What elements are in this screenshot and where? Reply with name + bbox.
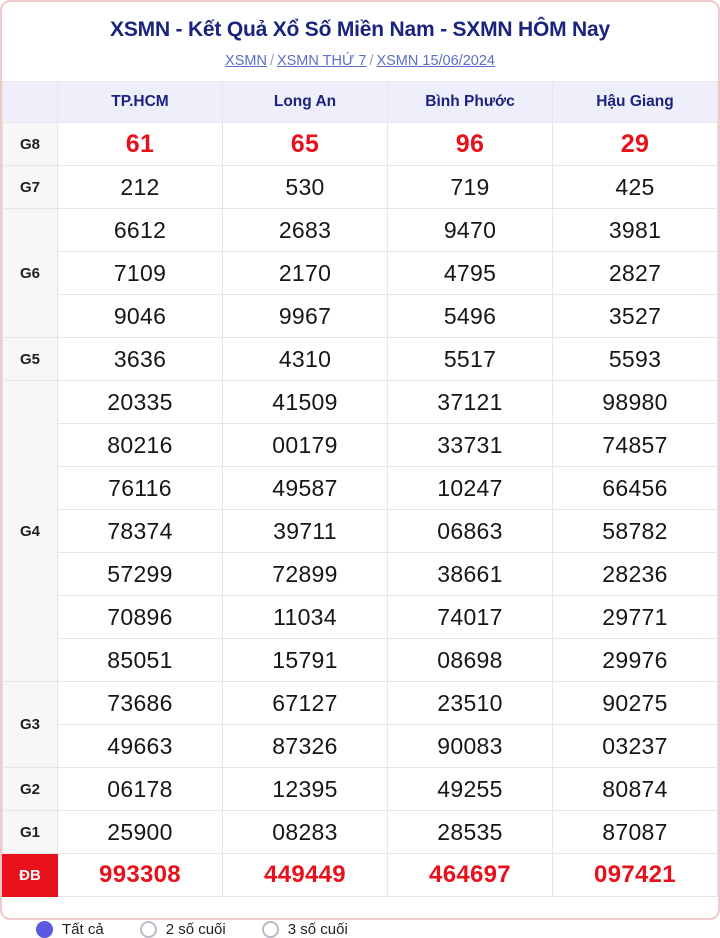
prize-label-g6: G6 xyxy=(3,209,58,338)
lottery-result-table xyxy=(2,81,718,897)
breadcrumb-item-xsmn[interactable]: XSMN xyxy=(225,53,267,69)
prize-label-g2: G2 xyxy=(3,768,58,811)
table-row xyxy=(3,639,718,682)
result-cell: 5517 xyxy=(388,338,553,381)
result-cell: 9470 xyxy=(388,209,553,252)
result-cell: 49587 xyxy=(223,467,388,510)
result-cell: 80216 xyxy=(58,424,223,467)
column-header-province-2: Bình Phước xyxy=(388,82,553,123)
result-cell: 530 xyxy=(223,166,388,209)
result-cell: 3981 xyxy=(553,209,718,252)
result-cell: 78374 xyxy=(58,510,223,553)
result-cell: 06178 xyxy=(58,768,223,811)
table-row xyxy=(3,553,718,596)
result-cell: 719 xyxy=(388,166,553,209)
result-cell: 3636 xyxy=(58,338,223,381)
result-cell: 58782 xyxy=(553,510,718,553)
prize-label-g3: G3 xyxy=(3,682,58,768)
prize-label-g5: G5 xyxy=(3,338,58,381)
result-cell: 993308 xyxy=(58,854,223,897)
result-cell: 7109 xyxy=(58,252,223,295)
table-row xyxy=(3,510,718,553)
result-cell: 4310 xyxy=(223,338,388,381)
result-cell: 12395 xyxy=(223,768,388,811)
result-cell: 65 xyxy=(223,123,388,166)
result-cell: 37121 xyxy=(388,381,553,424)
table-row xyxy=(3,295,718,338)
filter-option-3-digits[interactable] xyxy=(262,921,348,938)
result-cell: 33731 xyxy=(388,424,553,467)
result-cell: 28535 xyxy=(388,811,553,854)
breadcrumb-separator-1: / xyxy=(269,53,274,69)
filter-options xyxy=(2,897,718,938)
filter-label-3-digits: 3 số cuối xyxy=(287,921,348,938)
breadcrumb-item-xsmn-date[interactable]: XSMN 15/06/2024 xyxy=(376,53,495,69)
result-cell: 39711 xyxy=(223,510,388,553)
table-row xyxy=(3,381,718,424)
column-header-province-3: Hậu Giang xyxy=(553,82,718,123)
breadcrumb xyxy=(2,53,718,69)
table-row xyxy=(3,338,718,381)
result-cell: 85051 xyxy=(58,639,223,682)
result-cell: 15791 xyxy=(223,639,388,682)
result-cell: 74857 xyxy=(553,424,718,467)
result-cell: 25900 xyxy=(58,811,223,854)
result-cell: 5593 xyxy=(553,338,718,381)
result-cell: 90275 xyxy=(553,682,718,725)
result-cell: 11034 xyxy=(223,596,388,639)
radio-selected-icon[interactable] xyxy=(36,921,53,938)
result-cell: 20335 xyxy=(58,381,223,424)
table-row xyxy=(3,166,718,209)
result-cell: 74017 xyxy=(388,596,553,639)
table-body xyxy=(3,123,718,897)
result-cell: 70896 xyxy=(58,596,223,639)
prize-label-g1: G1 xyxy=(3,811,58,854)
prize-label-g4: G4 xyxy=(3,381,58,682)
result-cell: 29 xyxy=(553,123,718,166)
result-cell: 28236 xyxy=(553,553,718,596)
table-row xyxy=(3,854,718,897)
result-cell: 96 xyxy=(388,123,553,166)
table-row xyxy=(3,209,718,252)
result-cell: 49663 xyxy=(58,725,223,768)
result-cell: 76116 xyxy=(58,467,223,510)
prize-label-g7: G7 xyxy=(3,166,58,209)
table-row xyxy=(3,596,718,639)
breadcrumb-separator-2: / xyxy=(369,53,374,69)
result-cell: 6612 xyxy=(58,209,223,252)
result-cell: 38661 xyxy=(388,553,553,596)
result-cell: 80874 xyxy=(553,768,718,811)
result-cell: 06863 xyxy=(388,510,553,553)
result-cell: 097421 xyxy=(553,854,718,897)
result-cell: 23510 xyxy=(388,682,553,725)
filter-label-2-digits: 2 số cuối xyxy=(165,921,226,938)
breadcrumb-item-xsmn-thu-7[interactable]: XSMN THỨ 7 xyxy=(276,53,367,69)
result-cell: 67127 xyxy=(223,682,388,725)
result-cell: 10247 xyxy=(388,467,553,510)
table-row xyxy=(3,252,718,295)
result-cell: 3527 xyxy=(553,295,718,338)
column-header-province-1: Long An xyxy=(223,82,388,123)
result-cell: 464697 xyxy=(388,854,553,897)
table-header-row xyxy=(3,82,718,123)
result-cell: 73686 xyxy=(58,682,223,725)
result-cell: 212 xyxy=(58,166,223,209)
column-header-prize xyxy=(3,82,58,123)
table-row xyxy=(3,682,718,725)
table-row xyxy=(3,811,718,854)
table-row xyxy=(3,725,718,768)
result-cell: 41509 xyxy=(223,381,388,424)
radio-unselected-icon[interactable] xyxy=(262,921,279,938)
result-cell: 87326 xyxy=(223,725,388,768)
result-cell: 08283 xyxy=(223,811,388,854)
result-cell: 425 xyxy=(553,166,718,209)
column-header-province-0: TP.HCM xyxy=(58,82,223,123)
result-cell: 2170 xyxy=(223,252,388,295)
table-row xyxy=(3,424,718,467)
table-row xyxy=(3,467,718,510)
result-cell: 9046 xyxy=(58,295,223,338)
result-cell: 2683 xyxy=(223,209,388,252)
result-cell: 90083 xyxy=(388,725,553,768)
filter-option-all[interactable] xyxy=(36,921,104,938)
result-cell: 03237 xyxy=(553,725,718,768)
result-cell: 61 xyxy=(58,123,223,166)
result-cell: 29976 xyxy=(553,639,718,682)
result-cell: 08698 xyxy=(388,639,553,682)
result-cell: 5496 xyxy=(388,295,553,338)
table-row xyxy=(3,123,718,166)
result-cell: 98980 xyxy=(553,381,718,424)
result-cell: 2827 xyxy=(553,252,718,295)
radio-unselected-icon[interactable] xyxy=(140,921,157,938)
result-cell: 72899 xyxy=(223,553,388,596)
table-head xyxy=(3,82,718,123)
result-cell: 4795 xyxy=(388,252,553,295)
result-cell: 87087 xyxy=(553,811,718,854)
result-cell: 00179 xyxy=(223,424,388,467)
filter-label-all: Tất cả xyxy=(62,921,104,938)
table-row xyxy=(3,768,718,811)
filter-option-2-digits[interactable] xyxy=(140,921,226,938)
page-title: XSMN - Kết Quả Xổ Số Miền Nam - SXMN HÔM Nay xyxy=(110,18,610,41)
prize-label-g8: G8 xyxy=(3,123,58,166)
result-cell: 57299 xyxy=(58,553,223,596)
result-cell: 66456 xyxy=(553,467,718,510)
result-cell: 9967 xyxy=(223,295,388,338)
result-cell: 449449 xyxy=(223,854,388,897)
result-cell: 29771 xyxy=(553,596,718,639)
result-cell: 49255 xyxy=(388,768,553,811)
prize-label-db: ĐB xyxy=(3,854,58,897)
